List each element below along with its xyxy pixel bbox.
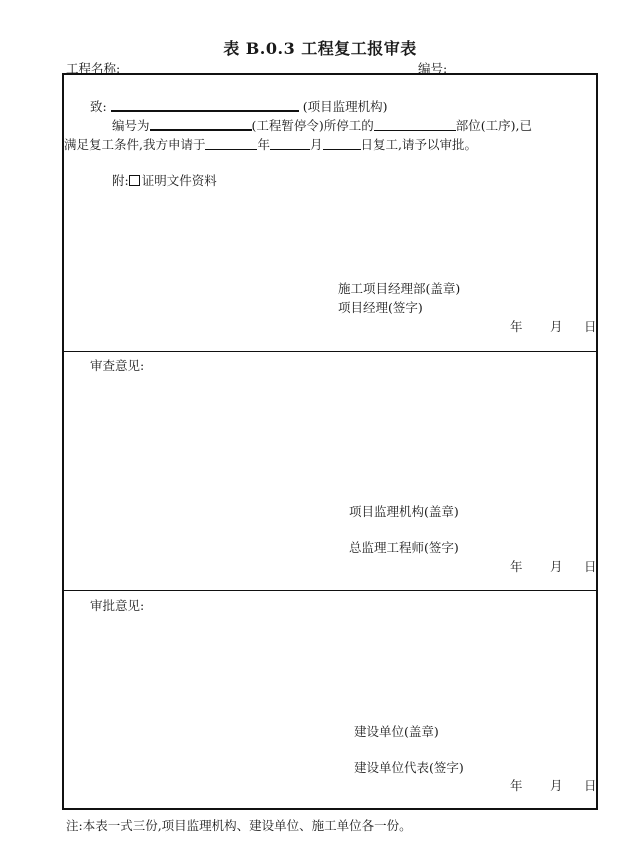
date-year: 年 xyxy=(510,778,523,793)
date-year: 年 xyxy=(510,319,523,334)
date-month: 月 xyxy=(550,778,563,793)
review-opinion-label: 审查意见: xyxy=(90,358,145,373)
attachment-line xyxy=(112,171,217,189)
to-suffix: (项目监理机构) xyxy=(302,99,388,114)
resume-day-blank[interactable] xyxy=(323,137,361,150)
addressee-line xyxy=(90,97,387,115)
resume-request-text: 满足复工条件,我方申请于 xyxy=(64,137,206,152)
serial-number-label: 编号: xyxy=(418,61,448,76)
section-divider xyxy=(64,351,596,352)
order-number-label: 编号为 xyxy=(112,118,150,133)
approval-opinion-label: 审批意见: xyxy=(90,598,145,613)
owner-stamp-label: 建设单位(盖章) xyxy=(354,724,439,739)
attachment-item-label: 证明文件资料 xyxy=(141,173,217,188)
date-month: 月 xyxy=(550,319,563,334)
date-month: 月 xyxy=(550,559,563,574)
owner-representative-sign-label: 建设单位代表(签字) xyxy=(354,760,464,775)
resume-month-label: 月 xyxy=(310,137,323,152)
approval-date xyxy=(510,776,597,794)
supervision-stamp-label: 项目监理机构(盖章) xyxy=(349,504,459,519)
stopped-part-blank[interactable] xyxy=(374,118,456,131)
stop-order-text: (工程暂停令)所停工的 xyxy=(251,118,374,133)
supervision-org-blank[interactable] xyxy=(111,98,299,112)
section-divider xyxy=(64,590,596,591)
date-year: 年 xyxy=(510,559,523,574)
date-day: 日 xyxy=(584,559,597,574)
chief-engineer-sign-label: 总监理工程师(签字) xyxy=(349,540,459,555)
form-title: 表 B.0.3 工程复工报审表 xyxy=(223,39,417,58)
date-day: 日 xyxy=(584,319,597,334)
resume-date-line xyxy=(64,135,477,153)
project-name-label: 工程名称: xyxy=(66,61,121,76)
resume-year-label: 年 xyxy=(257,137,270,152)
attachment-label: 附: xyxy=(112,173,129,188)
resume-approval-text: 日复工,请予以审批。 xyxy=(360,137,477,152)
date-day: 日 xyxy=(584,778,597,793)
stop-order-line xyxy=(112,116,532,134)
part-process-text: 部位(工序),已 xyxy=(455,118,533,133)
to-label: 致: xyxy=(90,99,107,114)
review-date xyxy=(510,557,597,575)
attachment-checkbox[interactable] xyxy=(129,175,140,186)
resume-month-blank[interactable] xyxy=(270,137,310,150)
contractor-date xyxy=(510,317,597,335)
form-table xyxy=(62,73,598,810)
footnote: 注:本表一式三份,项目监理机构、建设单位、施工单位各一份。 xyxy=(66,818,412,833)
contractor-stamp-label: 施工项目经理部(盖章) xyxy=(338,281,461,296)
order-number-blank[interactable] xyxy=(150,117,252,131)
resume-year-blank[interactable] xyxy=(205,137,257,150)
project-manager-sign-label: 项目经理(签字) xyxy=(338,300,423,315)
